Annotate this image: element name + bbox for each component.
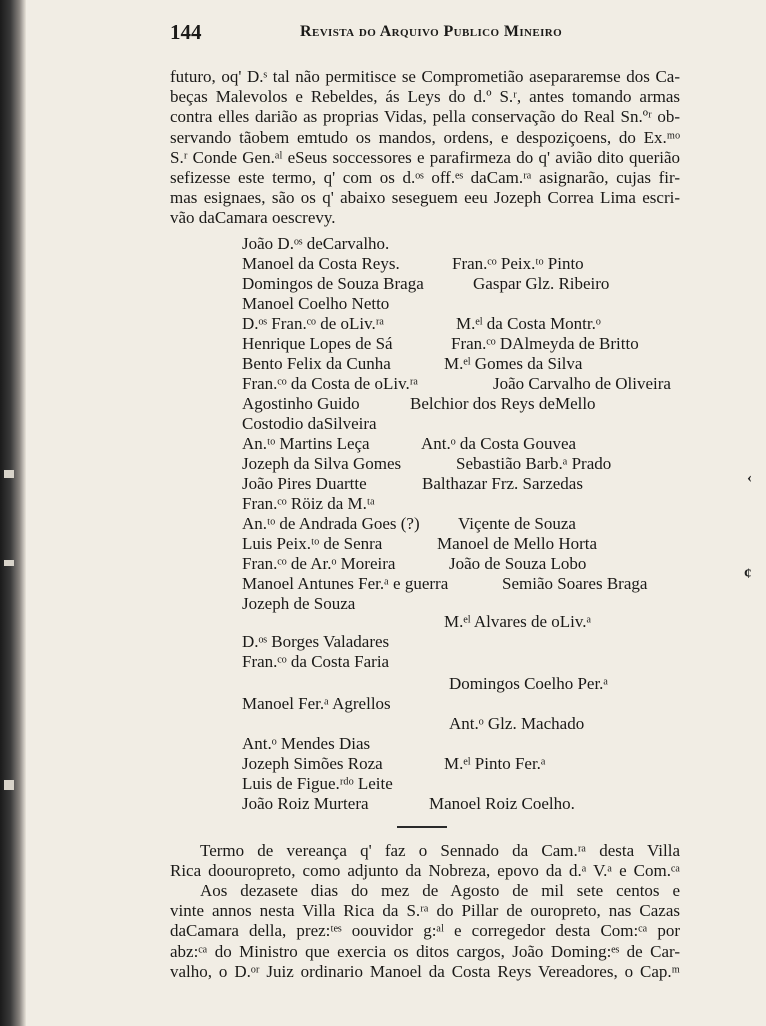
text-line: S.ʳ Conde Gen.ᵃˡ eSeus soccessores e parafirmeza do q' avião dito querião <box>170 147 680 167</box>
signature: João Carvalho de Oliveira <box>493 374 671 393</box>
signature: Manoel de Mello Horta <box>437 534 598 553</box>
text-line: futuro, oq' D.ˢ tal não permitisce se Comprometião asepararemse dos Ca- <box>170 67 680 86</box>
signature: Fran.ᶜᵒ Peix.ᵗᵒ Pinto <box>452 254 584 273</box>
signature: D.ᵒˢ Borges Valadares <box>242 632 390 651</box>
text-line: valho, o D.ᵒʳ Juiz ordinario Manoel da Costa Reys Vereadores, o Cap.ᵐ <box>170 961 680 981</box>
text-line: mas esignaes, são os q' abaixo seseguem eeu Jozeph Correa Lima escri- <box>170 188 680 208</box>
signature: Ant.ᵒ Glz. Machado <box>449 714 585 733</box>
text-line: vinte annos nesta Villa Rica da S.ʳᵃ do Pillar de ouropreto, nas Cazas <box>170 901 680 921</box>
signature: João de Souza Lobo <box>449 554 587 573</box>
text-line: daCamara della, prez:ᵗᵉˢ oouvidor g:ᵃˡ e corregedor desta Com:ᶜᵃ por <box>170 921 680 941</box>
signature: João D.ᵒˢ deCarvalho. <box>242 234 390 253</box>
signature: Manoel Coelho Netto <box>242 294 390 313</box>
signature: Domingos de Souza Braga <box>242 274 424 293</box>
signature: Ant.ᵒ Mendes Dias <box>242 734 371 753</box>
signature: Jozeph da Silva Gomes <box>242 454 402 473</box>
signature: An.ᵗᵒ Martins Leça <box>242 434 370 453</box>
text-line: vão daCamara oescrevy. <box>170 208 336 228</box>
signature: Fran.ᶜᵒ Röiz da M.ᵗᵃ <box>242 494 375 513</box>
signature: Luis de Figue.ʳᵈᵒ Leite <box>242 774 393 793</box>
paragraph-session-title <box>170 841 680 881</box>
signature: Jozeph Simões Roza <box>242 754 383 773</box>
text-line: Termo de vereança q' faz o Sennado da Cam.ʳᵃ desta Villa <box>200 841 680 860</box>
text-line: contra elles darião as proprias Vidas, pella conservação do Real Sn.ºʳ ob- <box>170 107 680 127</box>
signature: Fran.ᶜᵒ da Costa de oLiv.ʳᵃ <box>242 374 419 393</box>
signature: Manoel da Costa Reys. <box>242 254 400 273</box>
signature: Manoel Antunes Fer.ᵃ e guerra <box>242 574 449 593</box>
signature: Manoel Roiz Coelho. <box>429 794 575 813</box>
page-number: 144 <box>170 20 202 44</box>
signature: Jozeph de Souza <box>242 594 356 613</box>
margin-mark: ¢ <box>744 566 752 582</box>
text-line: abz:ᶜᵃ do Ministro que exercia os ditos cargos, João Doming:ᵉˢ de Car- <box>170 941 680 961</box>
signature: D.ᵒˢ Fran.ᶜᵒ de oLiv.ʳᵃ <box>242 314 385 333</box>
paragraph-session-body <box>170 881 680 982</box>
signature: An.ᵗᵒ de Andrada Goes (?) <box>242 514 420 533</box>
text-line: beças Malevolos e Rebeldes, ás Leys do d.º S.ʳ, antes tomando armas <box>170 87 680 107</box>
signature: Ant.ᵒ da Costa Gouvea <box>421 434 577 453</box>
signature: Agostinho Guido <box>242 394 360 413</box>
signature: Henrique Lopes de Sá <box>242 334 393 353</box>
signature: Balthazar Frz. Sarzedas <box>422 474 583 493</box>
signature: Bento Felix da Cunha <box>242 354 391 373</box>
signature: Gaspar Glz. Ribeiro <box>473 274 610 293</box>
signature: Fran.ᶜᵒ da Costa Faria <box>242 652 390 671</box>
signature: M.ᵉˡ da Costa Montr.ᵒ <box>456 314 601 333</box>
text-line: Rica doouropreto, como adjunto da Nobreza, epovo da d.ᵃ V.ᵃ e Com.ᶜᵃ <box>170 861 680 881</box>
signature: M.ᵉˡ Pinto Fer.ᵃ <box>444 754 546 773</box>
running-title: Revista do Arquivo Publico Mineiro <box>300 23 563 40</box>
text-line: sefizesse este termo, q' com os d.ᵒˢ off.ᵉˢ daCam.ʳᵃ asignarão, cujas fir- <box>170 168 680 188</box>
book-binding-edge <box>0 0 26 1026</box>
margin-mark: ‹ <box>747 470 752 486</box>
signature: Luis Peix.ᵗᵒ de Senra <box>242 534 383 553</box>
page-header <box>170 20 680 50</box>
signature: Semião Soares Braga <box>502 574 648 593</box>
signature: Belchior dos Reys deMello <box>410 394 596 413</box>
signature: Costodio daSilveira <box>242 414 377 433</box>
paragraph-oath <box>170 67 680 229</box>
signature: Viçente de Souza <box>458 514 576 533</box>
signature: M.ᵉˡ Alvares de oLiv.ᵃ <box>444 612 592 631</box>
signature: Domingos Coelho Per.ᵃ <box>449 674 609 693</box>
text-line: servando tãobem emtudo os mandos, ordens, e despoziçoens, do Ex.ᵐᵒ <box>170 127 680 147</box>
signature: João Roiz Murtera <box>242 794 369 813</box>
signature: João Pires Duartte <box>242 474 367 493</box>
text-line: Aos dezasete dias do mez de Agosto de mil sete centos e <box>200 881 680 900</box>
signature: Sebastião Barb.ᵃ Prado <box>456 454 612 473</box>
signature: Fran.ᶜᵒ de Ar.ᵒ Moreira <box>242 554 396 573</box>
section-separator <box>397 826 447 828</box>
signature: M.ᵉˡ Gomes da Silva <box>444 354 583 373</box>
signature: Manoel Fer.ᵃ Agrellos <box>242 694 391 713</box>
signature: Fran.ᶜᵒ DAlmeyda de Britto <box>451 334 639 353</box>
